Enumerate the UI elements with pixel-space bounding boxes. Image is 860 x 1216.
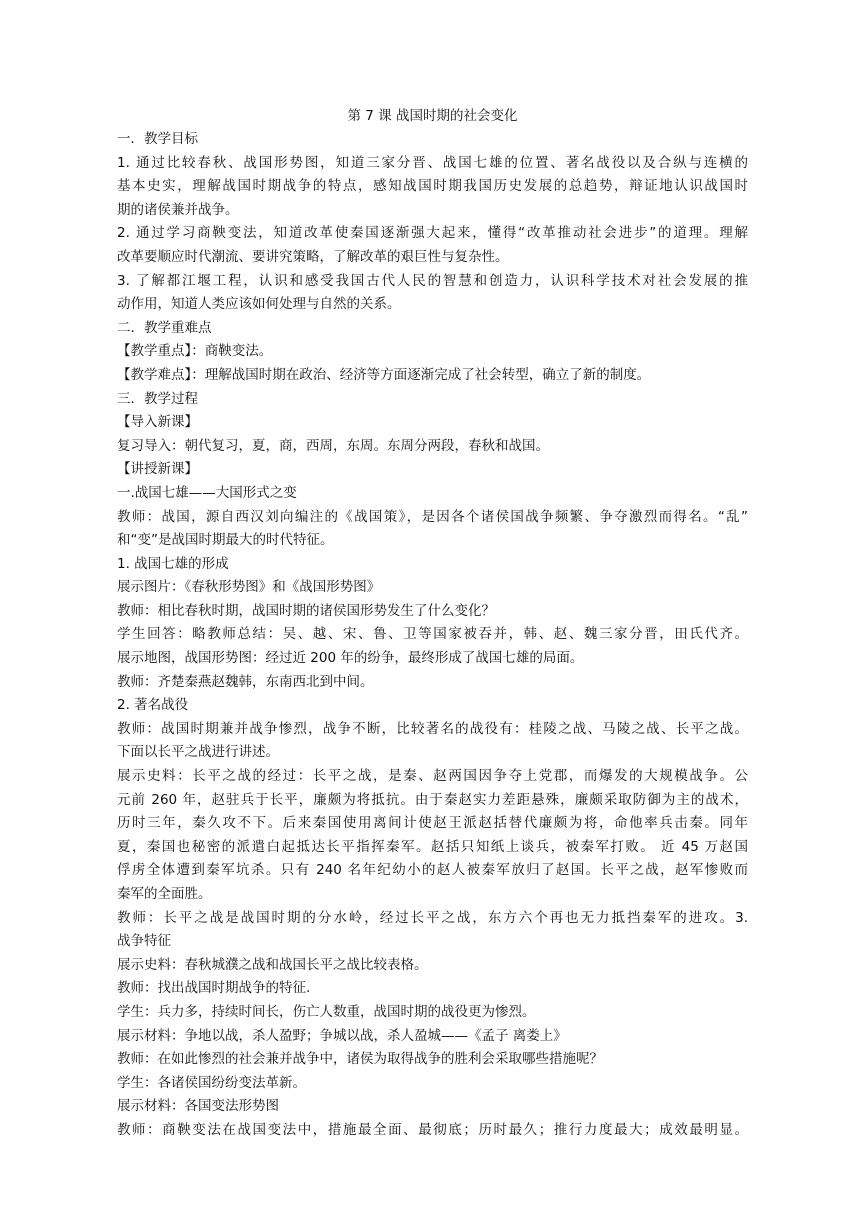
text-line: 下面以长平之战进行讲述。	[117, 744, 279, 761]
text-line: 2. 通过学习商鞅变法，知道改革使秦国逐渐强大起来，懂得“改革推动社会进步”的道理。理解	[117, 225, 748, 242]
text-line: 【教学重点】：商鞅变法。	[117, 343, 273, 360]
document-body	[117, 128, 748, 1143]
text-line: 教师：在如此惨烈的社会兼并战争中，诸侯为取得战争的胜利会采取哪些措施呢？	[117, 1051, 603, 1068]
text-line: 元前 260 年，赵驻兵于长平，廉颇为将抵抗。由于秦赵实力差距悬殊，廉颇采取防御为主的战术，	[117, 791, 748, 808]
text-line: 1. 战国七雄的形成	[117, 555, 229, 572]
text-line: 学生回答：略教师总结：吴、越、宋、鲁、卫等国家被吞并，韩、赵、魏三家分晋，田氏代齐。	[117, 626, 748, 643]
text-line: 动作用，知道人类应该如何处理与自然的关系。	[117, 296, 401, 313]
text-line: 期的诸侯兼并战争。	[117, 201, 239, 218]
text-line: 一．教学目标	[117, 131, 198, 147]
text-line: 一.战国七雄——大国形式之变	[117, 484, 297, 501]
text-line: 展示地图，战国形势图：经过近 200 年的纷争，最终形成了战国七雄的局面。	[117, 650, 584, 667]
text-line: 教师：战国时期兼并战争惨烈，战争不断，比较著名的战役有：桂陵之战、马陵之战、长平之战。	[117, 720, 748, 737]
text-line: 3. 了解都江堰工程，认识和感受我国古代人民的智慧和创造力，认识科学技术对社会发展的推	[117, 272, 748, 289]
text-line: 教师：找出战国时期战争的特征.	[117, 980, 311, 997]
text-line: 展示史料：长平之战的经过：长平之战，是秦、赵两国因争夺上党郡，而爆发的大规模战争。公	[117, 768, 748, 785]
text-line: 展示材料：各国变法形势图	[117, 1098, 279, 1115]
text-line: 展示图片：《春秋形势图》和《战国形势图》	[117, 579, 381, 596]
text-line: 俘虏全体遭到秦军坑杀。只有 240 名年纪幼小的赵人被秦军放归了赵国。长平之战，赵军惨败而	[117, 862, 748, 879]
text-line: 教师：相比春秋时期，战国时期的诸侯国形势发生了什么变化？	[117, 602, 495, 619]
text-line: 【教学难点】：理解战国时期在政治、经济等方面逐渐完成了社会转型，确立了新的制度。	[117, 366, 651, 383]
text-line: 和“变”是战国时期最大的时代特征。	[117, 532, 334, 549]
text-line: 学生：各诸侯国纷纷变法革新。	[117, 1074, 306, 1091]
text-line: 改革要顺应时代潮流、要讲究策略，了解改革的艰巨性与复杂性。	[117, 248, 509, 265]
text-line: 教师：长平之战是战国时期的分水岭，经过长平之战，东方六个再也无力抵挡秦军的进攻。3.	[117, 909, 748, 926]
text-line: 学生：兵力多，持续时间长，伤亡人数重，战国时期的战役更为惨烈。	[117, 1003, 536, 1020]
text-line: 战争特征	[117, 933, 171, 950]
text-line: 基本史实，理解战国时期战争的特点，感知战国时期我国历史发展的总趋势，辩证地认识战国时	[117, 178, 748, 195]
text-line: 教师：齐楚秦燕赵魏韩，东南西北到中间。	[117, 673, 374, 690]
text-line: 1. 通过比较春秋、战国形势图，知道三家分晋、战国七雄的位置、著名战役以及合纵与连横的	[117, 154, 748, 171]
text-line: 2. 著名战役	[117, 697, 189, 714]
text-line: 历时三年，秦久攻不下。后来秦国使用离间计使赵王派赵括替代廉颇为将，命他率兵击秦。同年	[117, 815, 748, 832]
text-line: 【讲授新课】	[117, 461, 198, 478]
text-line: 展示史料：春秋城濮之战和战国长平之战比较表格。	[117, 956, 428, 973]
text-line: 教师：战国，源自西汉刘向编注的《战国策》，是因各个诸侯国战争频繁、争夺激烈而得名。“乱”	[117, 508, 748, 525]
text-line: 展示材料：争地以战，杀人盈野；争城以战，杀人盈城——《孟子 离娄上》	[117, 1027, 567, 1044]
document-title: 第 7 课 战国时期的社会变化	[347, 108, 518, 124]
text-line: 三．教学过程	[117, 390, 198, 407]
text-line: 【导入新课】	[117, 414, 198, 431]
text-line: 教师：商鞅变法在战国变法中，措施最全面、最彻底；历时最久；推行力度最大；成效最明显。	[117, 1121, 748, 1138]
text-line: 夏，秦国也秘密的派遣白起抵达长平指挥秦军。赵括只知纸上谈兵，被秦军打败。 近 45 万赵国	[117, 838, 748, 855]
text-line: 二．教学重难点	[117, 319, 212, 336]
text-line: 秦军的全面胜。	[117, 886, 212, 902]
text-line: 复习导入：朝代复习，夏，商，西周，东周。东周分两段，春秋和战国。	[117, 437, 549, 454]
